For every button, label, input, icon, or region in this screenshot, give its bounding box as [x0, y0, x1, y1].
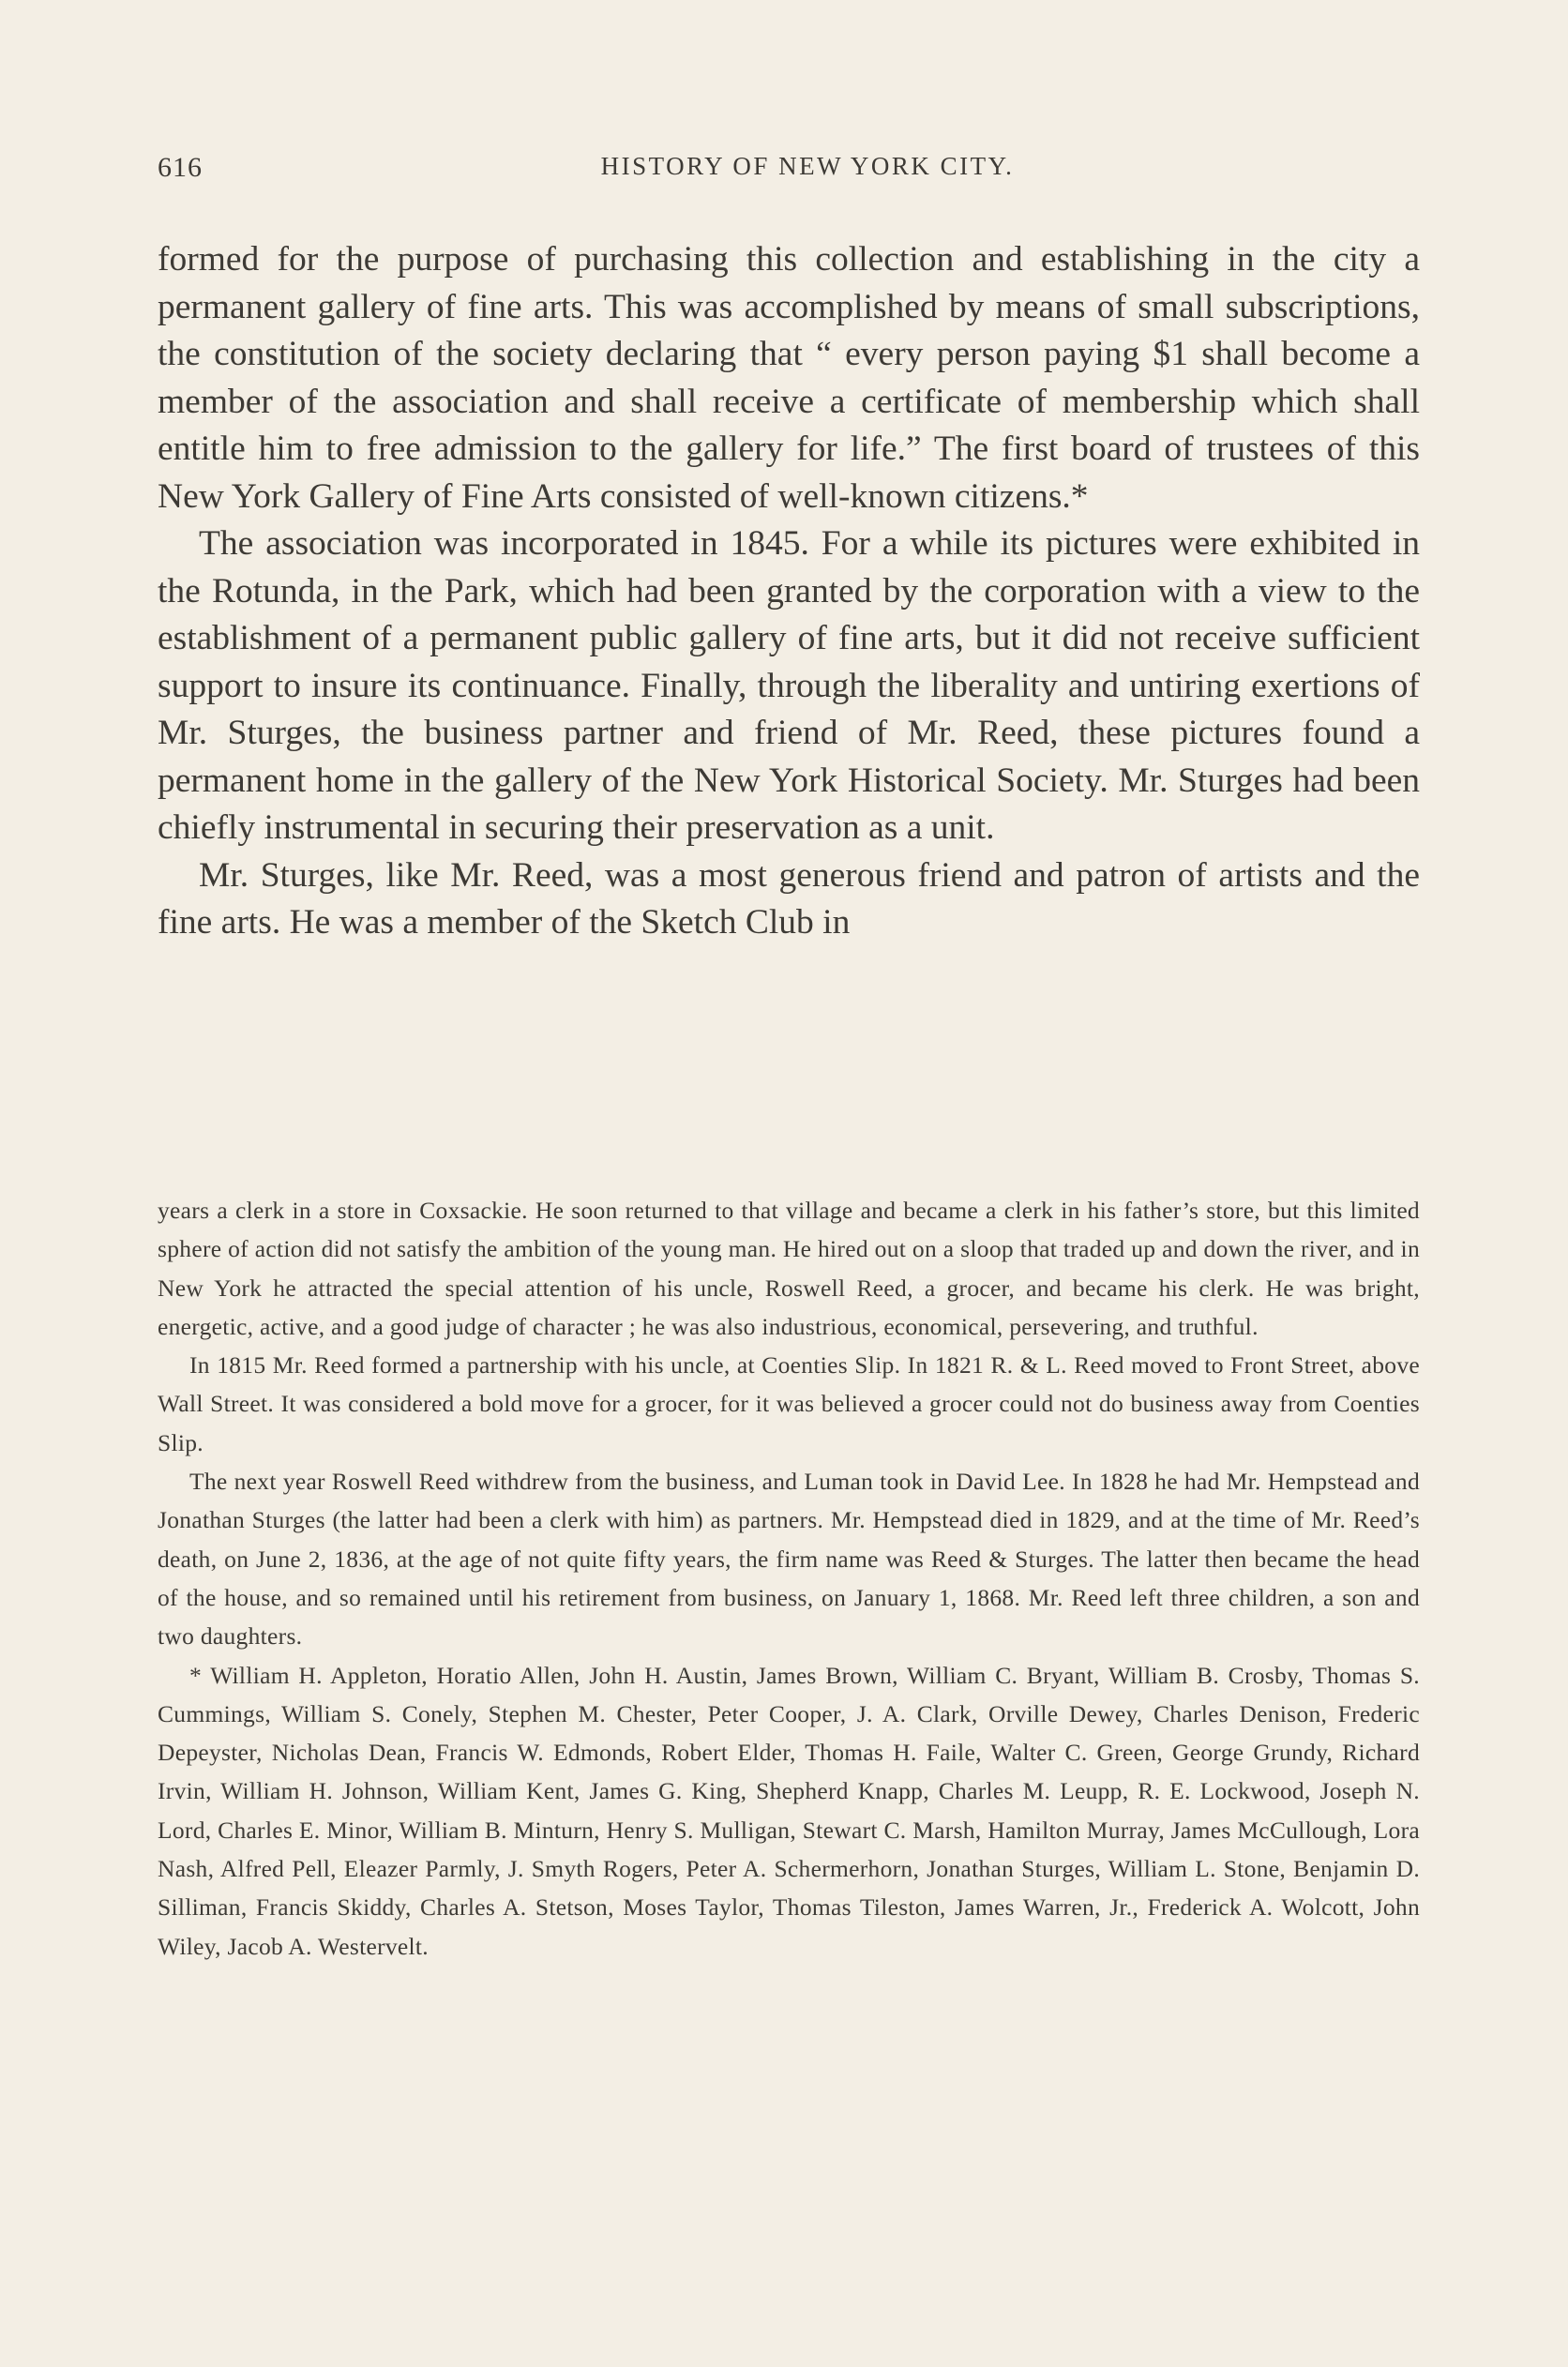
running-title: HISTORY OF NEW YORK CITY.: [600, 152, 1015, 180]
main-text: [158, 236, 1420, 947]
footnote-trustees-list: * William H. Appleton, Horatio Allen, John H. Austin, James Brown, William C. Bryant, William B. Crosby, Thomas S. Cummings, William S. Conely, Stephen M. Chester, Peter Cooper, J. A. Clark, Orville Dewey, Charles Denison, Frederic Depeyster, Nicholas Dean, Francis W. Edmonds, Robert Elder, Thomas H. Faile, Walter C. Green, George Grundy, Richard Irvin, William H. Johnson, William Kent, James G. King, Shepherd Knapp, Charles M. Leupp, R. E. Lockwood, Joseph N. Lord, Charles E. Minor, William B. Minturn, Henry S. Mulligan, Stewart C. Marsh, Hamilton Murray, James McCullough, Lora Nash, Alfred Pell, Eleazer Parmly, J. Smyth Rogers, Peter A. Schermerhorn, Jonathan Sturges, William L. Stone, Benjamin D. Silliman, Francis Skiddy, Charles A. Stetson, Moses Taylor, Thomas Tileston, James Warren, Jr., Frederick A. Wolcott, John Wiley, Jacob A. Westervelt.: [158, 1661, 1420, 1960]
body-paragraph: The association was incorporated in 1845. For a while its pictures were exhibited in the Rotunda, in the Park, which had been granted by the corporation with a view to the establishment of a permanent public gallery of fine arts, but it did not receive sufficient support to insure its continuance. Finally, through the liberality and untiring exertions of Mr. Sturges, the business partner and friend of Mr. Reed, these pictures found a permanent home in the gallery of the New York Historical Society. Mr. Sturges had been chiefly instrumental in securing their preservation as a unit.: [158, 524, 1420, 847]
body-paragraph: formed for the purpose of purchasing this collection and establishing in the city a permanent gallery of fine arts. This was accomplished by means of small subscriptions, the constitution of the society declaring that “ every person paying $1 shall become a member of the association and shall receive a certificate of membership which shall entitle him to free admission to the gallery for life.” The first board of trustees of this New York Gallery of Fine Arts consisted of well-known citizens.*: [158, 240, 1420, 516]
footnote-paragraph: The next year Roswell Reed withdrew from the business, and Luman took in David Lee. In 1828 he had Mr. Hempstead and Jonathan Sturges (the latter had been a clerk with him) as partners. Mr. Hempstead died in 1829, and at the time of Mr. Reed’s death, on June 2, 1836, at the age of not quite fifty years, the firm name was Reed & Sturges. The latter then became the head of the house, and so remained until his retirement from business, on January 1, 1868. Mr. Reed left three children, a son and two daughters.: [158, 1468, 1420, 1651]
page-number: 616: [158, 152, 203, 183]
footnote-paragraph: In 1815 Mr. Reed formed a partnership with his uncle, at Coenties Slip. In 1821 R. & L. Reed moved to Front Street, above Wall Street. It was considered a bold move for a grocer, for it was believed a grocer could not do business away from Coenties Slip.: [158, 1351, 1420, 1456]
running-head: [158, 152, 1420, 193]
body-paragraph: Mr. Sturges, like Mr. Reed, was a most generous friend and patron of artists and the fine arts. He was a member of the Sketch Club in: [158, 855, 1420, 942]
footnote-paragraph: years a clerk in a store in Coxsackie. He soon returned to that village and became a clerk in his father’s store, but this limited sphere of action did not satisfy the ambition of the young man. He hired out on a sloop that traded up and down the river, and in New York he attracted the special attention of his uncle, Roswell Reed, a grocer, and became his clerk. He was bright, energetic, active, and a good judge of character ; he was also industrious, economical, persevering, and truthful.: [158, 1197, 1420, 1340]
footnotes: [158, 1191, 1420, 1966]
